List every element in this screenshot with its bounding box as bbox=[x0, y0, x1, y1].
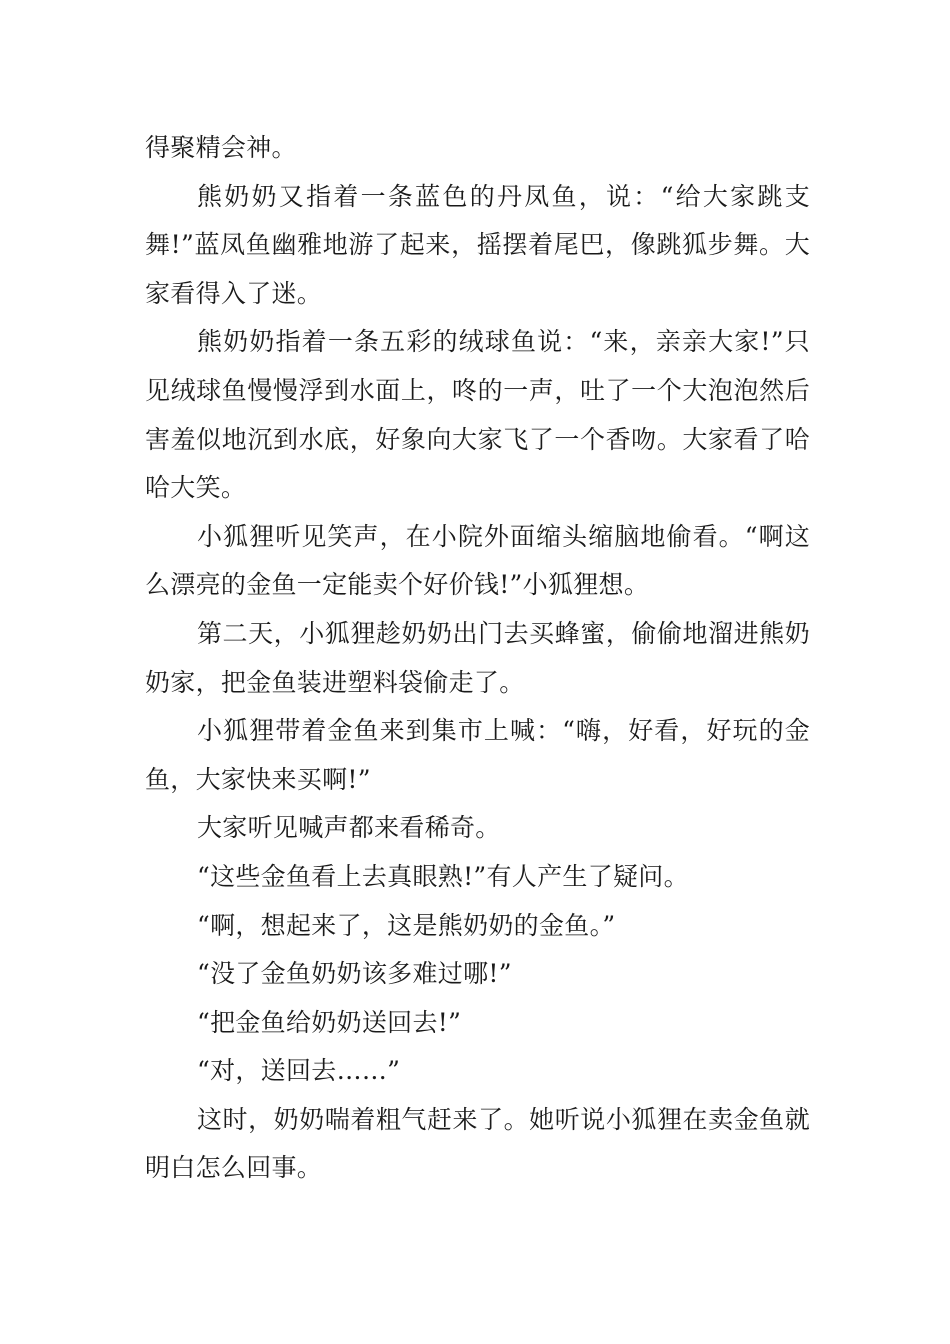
paragraph-grandma-arrives: 这时，奶奶喘着粗气赶来了。她听说小狐狸在卖金鱼就明白怎么回事。 bbox=[145, 1104, 810, 1183]
paragraph-pompom-fish: 熊奶奶指着一条五彩的绒球鱼说：“来，亲亲大家!”只见绒球鱼慢慢浮到水面上，咚的一声，吐了一个大泡泡然后害羞似地沉到水底，好象向大家飞了一个香吻。大家看了哈哈大笑。 bbox=[145, 327, 810, 503]
dialog-line: “没了金鱼奶奶该多难过哪!” bbox=[197, 959, 512, 989]
paragraph-crowd-gathers: 大家听见喊声都来看稀奇。 bbox=[197, 813, 501, 843]
dialog-line: “把金鱼给奶奶送回去!” bbox=[197, 1007, 462, 1037]
paragraph-fox-selling: 小狐狸带着金鱼来到集市上喊：“嗨，好看，好玩的金鱼，大家快来买啊!” bbox=[145, 716, 810, 794]
paragraph-fox-steals: 第二天，小狐狸趁奶奶出门去买蜂蜜，偷偷地溜进熊奶奶家，把金鱼装进塑料袋偷走了。 bbox=[145, 618, 810, 697]
story-body bbox=[145, 124, 810, 1193]
paragraph-dancing-fish: 熊奶奶又指着一条蓝色的丹凤鱼，说：“给大家跳支舞!”蓝凤鱼幽雅地游了起来，摇摆着尾巴，像跳狐步舞。大家看得入了迷。 bbox=[145, 181, 810, 308]
dialog-line: “这些金鱼看上去真眼熟!”有人产生了疑问。 bbox=[197, 861, 689, 891]
dialog-line: “啊，想起来了，这是熊奶奶的金鱼。” bbox=[197, 910, 616, 940]
paragraph-continuation: 得聚精会神。 bbox=[145, 133, 297, 162]
paragraph-fox-peeking: 小狐狸听见笑声，在小院外面缩头缩脑地偷看。“啊这么漂亮的金鱼一定能卖个好价钱!”小狐狸想。 bbox=[145, 521, 810, 600]
dialog-line: “对，送回去……” bbox=[197, 1056, 401, 1086]
